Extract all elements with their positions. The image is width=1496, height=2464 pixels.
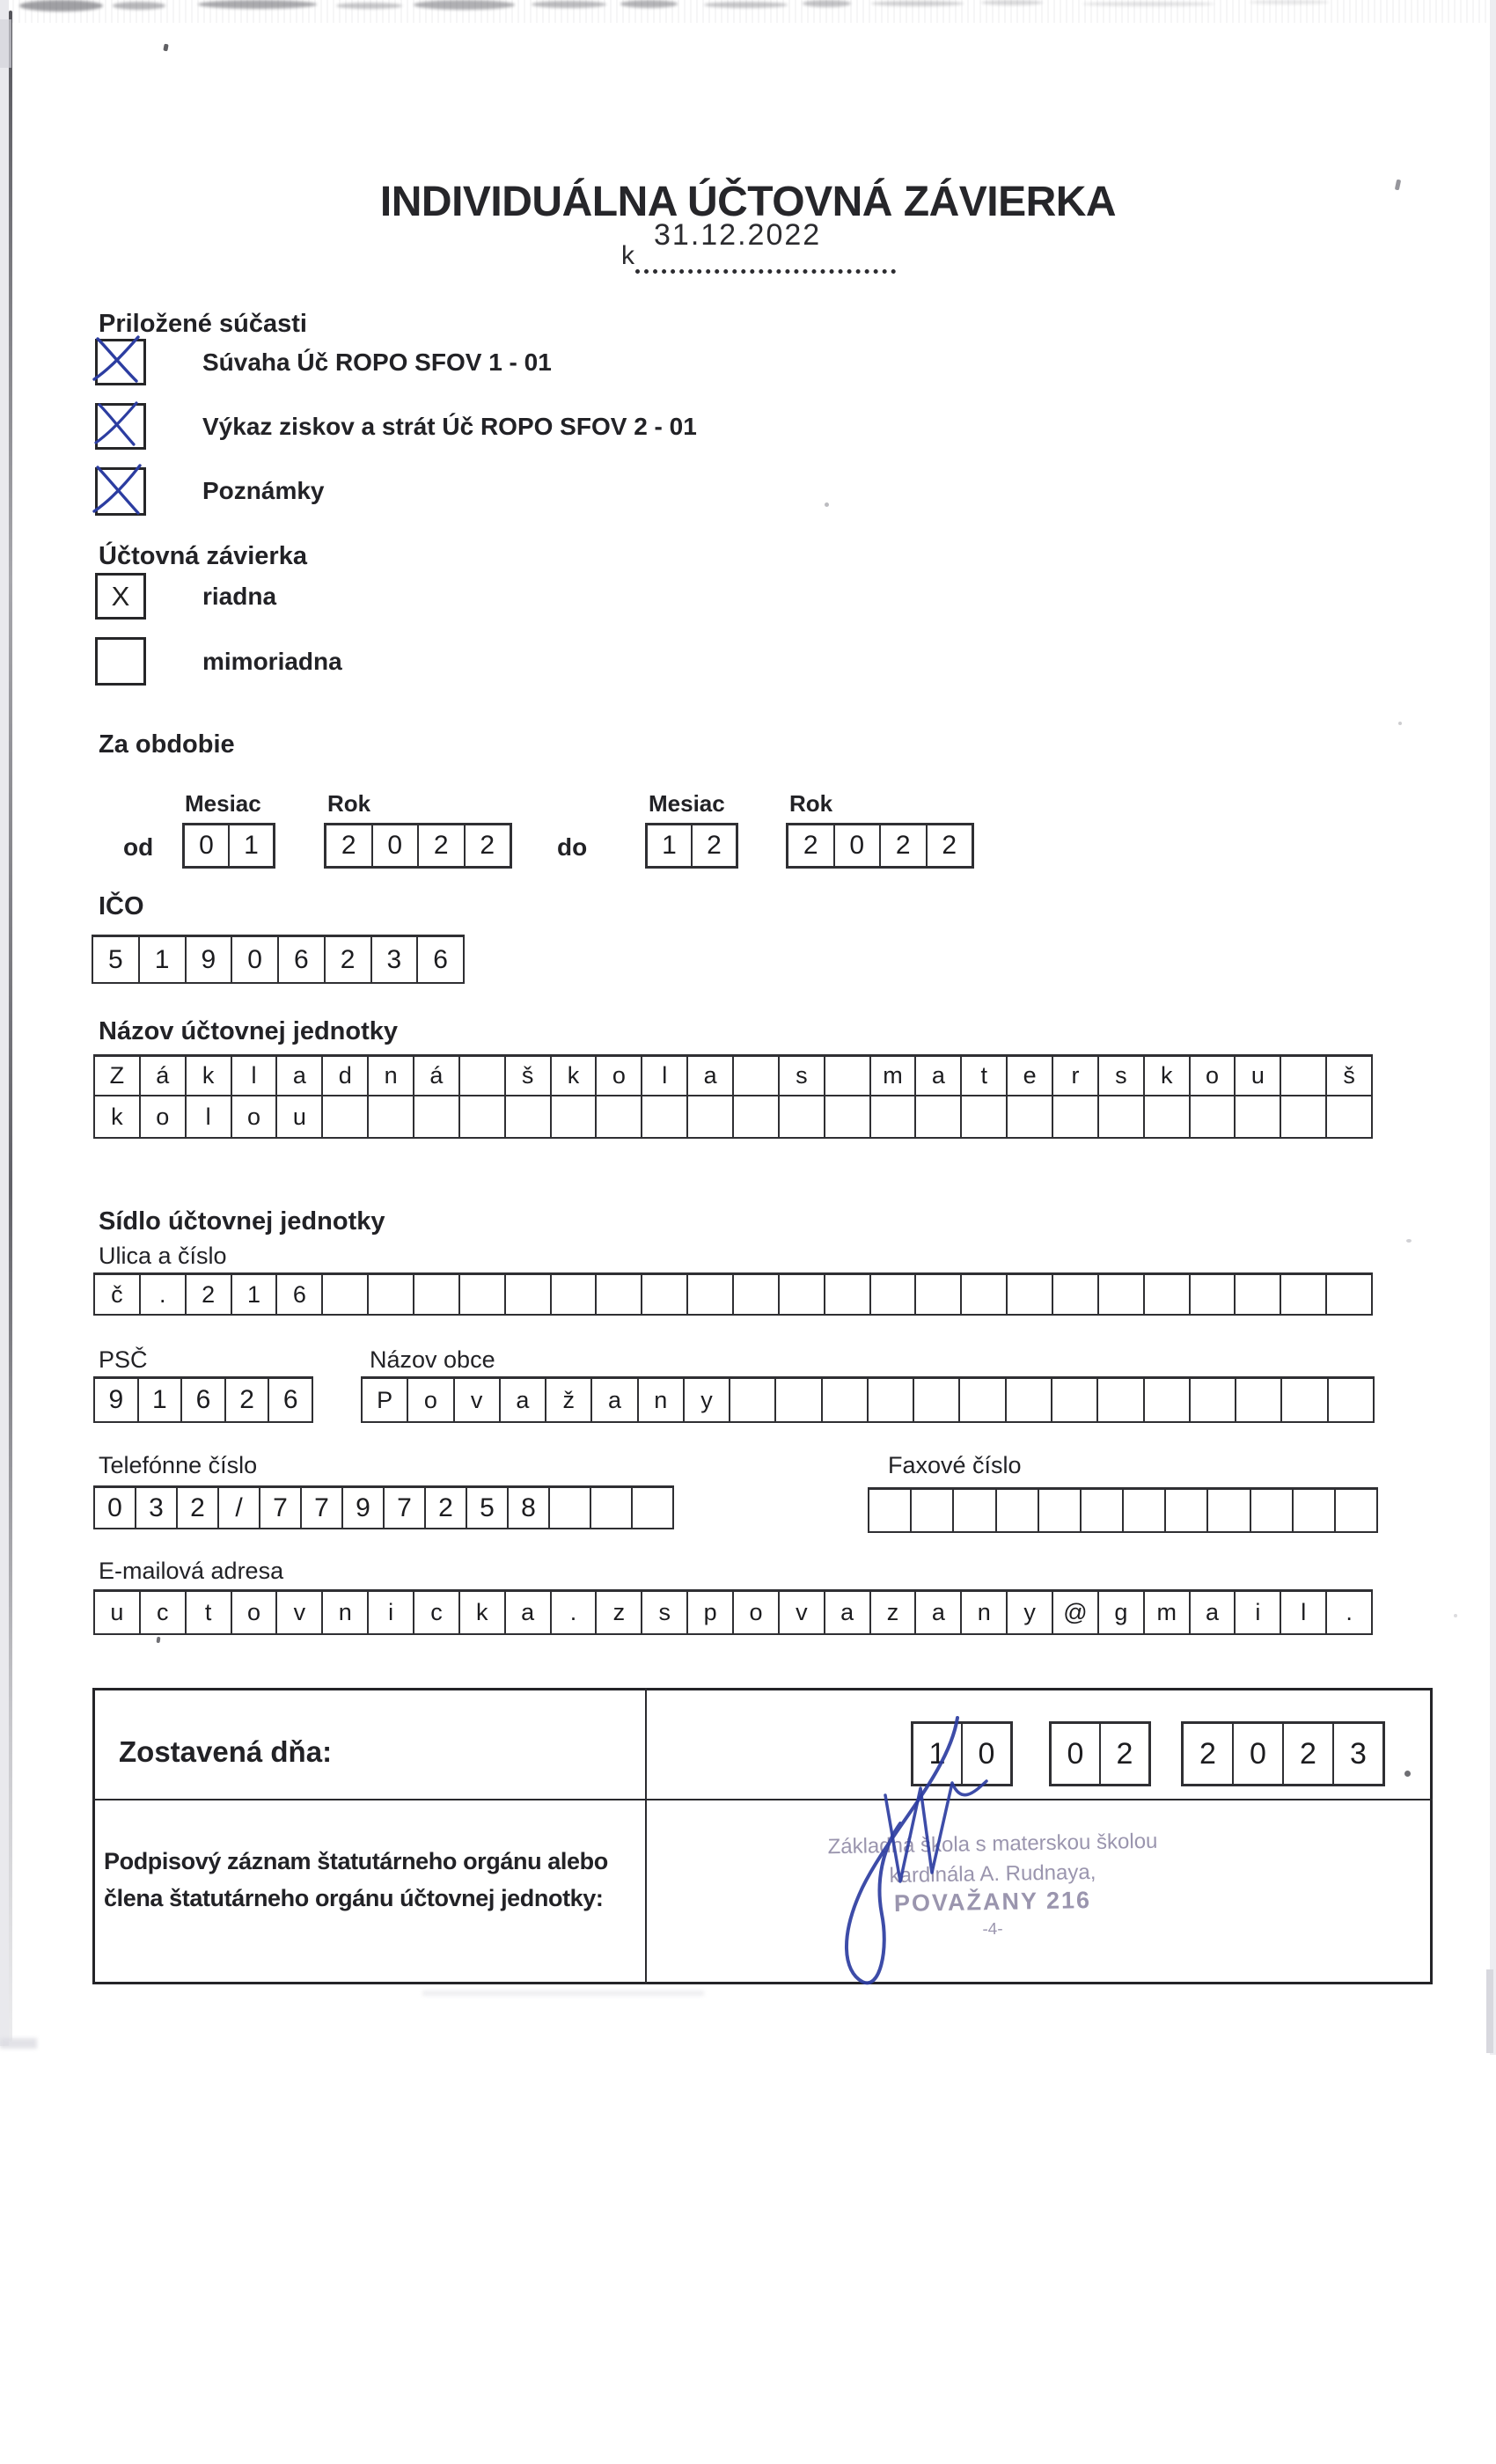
handwritten-x-mark: [88, 333, 146, 385]
scan-speck: [422, 1991, 704, 1996]
grid-cell: 2: [1199, 1736, 1216, 1771]
grid-cell: [729, 1379, 774, 1421]
grid-cell: [732, 1275, 778, 1314]
grid-cell: [1080, 1490, 1122, 1531]
grid-cell: [631, 1488, 672, 1528]
month-label-to: Mesiac: [649, 790, 725, 817]
grid-cell: 1: [662, 831, 677, 860]
grid-cell: [1097, 1096, 1143, 1137]
grid-cell: n: [367, 1057, 413, 1095]
grid-cell: 0: [833, 825, 880, 866]
month-label-from: Mesiac: [185, 790, 261, 817]
ico-grid: [92, 935, 465, 984]
scan-edge-line: [9, 11, 12, 2042]
grid-cell: [824, 1096, 869, 1137]
grid-cell: @: [1052, 1592, 1097, 1633]
grid-cell: [869, 1096, 915, 1137]
grid-cell: [641, 1096, 686, 1137]
grid-cell: [1334, 1490, 1376, 1531]
grid-cell: [686, 1275, 732, 1314]
checkbox-mimoriadna: [95, 637, 146, 686]
signature-caption-line2: člena štatutárneho orgánu účtovnej jednotky:: [104, 1885, 604, 1911]
grid-cell: 7: [259, 1488, 300, 1528]
grid-cell: [1292, 1490, 1334, 1531]
grid-cell: 2: [879, 825, 926, 866]
obec-label: Názov obce: [370, 1346, 495, 1373]
closing-label-riadna: riadna: [202, 583, 277, 610]
grid-cell: l: [231, 1057, 276, 1095]
year-label-from: Rok: [327, 790, 371, 817]
grid-cell: t: [960, 1057, 1006, 1095]
grid-cell: 9: [185, 937, 231, 982]
grid-cell: [910, 1490, 952, 1531]
attachment-label-suvaha: Súvaha Úč ROPO SFOV 1 - 01: [202, 348, 552, 376]
scan-smudge: [198, 0, 317, 9]
scan-edge-right-mark: [1486, 1969, 1493, 2053]
grid-cell: k: [111, 1103, 123, 1130]
grid-cell: [458, 1275, 504, 1314]
grid-cell: o: [407, 1379, 452, 1421]
grid-cell: [413, 1096, 458, 1137]
grid-cell: s: [641, 1592, 686, 1633]
grid-cell: [1051, 1379, 1096, 1421]
grid-cell: n: [637, 1379, 683, 1421]
grid-cell: [1280, 1057, 1325, 1095]
stamp-line-4: -4-: [982, 1919, 1003, 1940]
scan-smudge: [532, 1, 606, 8]
from-month-grid: [182, 823, 275, 869]
scan-smudge: [1082, 2, 1214, 6]
grid-cell: y: [1006, 1592, 1052, 1633]
grid-cell: á: [413, 1057, 458, 1095]
grid-cell: e: [1006, 1057, 1052, 1095]
email-grid: [93, 1589, 1373, 1635]
grid-cell: [869, 1490, 910, 1531]
grid-cell: 1: [228, 825, 273, 866]
grid-cell: [952, 1490, 994, 1531]
grid-cell: z: [869, 1592, 915, 1633]
grid-cell: [504, 1096, 550, 1137]
grid-cell: 1: [928, 1736, 946, 1771]
grid-cell: [1327, 1379, 1373, 1421]
fax-grid: [868, 1487, 1378, 1533]
grid-cell: [1235, 1379, 1280, 1421]
grid-cell: ž: [545, 1379, 590, 1421]
to-year-grid: [786, 823, 974, 869]
scan-smudge: [620, 0, 678, 8]
grid-cell: [869, 1275, 915, 1314]
grid-cell: [590, 1488, 631, 1528]
grid-cell: [1122, 1490, 1164, 1531]
grid-cell: [1164, 1490, 1206, 1531]
grid-cell: c: [139, 1592, 185, 1633]
grid-cell: n: [960, 1592, 1006, 1633]
grid-cell: .: [139, 1275, 185, 1314]
grid-cell: 0: [199, 831, 214, 860]
grid-cell: a: [914, 1592, 960, 1633]
grid-cell: č: [111, 1280, 123, 1308]
grid-cell: [1189, 1275, 1235, 1314]
grid-cell: [413, 1275, 458, 1314]
scan-speck: [1398, 722, 1402, 725]
grid-cell: [1189, 1096, 1235, 1137]
grid-cell: 2: [464, 825, 510, 866]
grid-cell: 7: [300, 1488, 341, 1528]
grid-cell: [1234, 1275, 1280, 1314]
grid-cell: 6: [268, 1379, 312, 1421]
grid-cell: [1052, 1275, 1097, 1314]
grid-cell: c: [413, 1592, 458, 1633]
grid-cell: a: [824, 1592, 869, 1633]
attachments-heading: Priložené súčasti: [99, 310, 307, 338]
scan-smudge: [414, 0, 515, 10]
grid-cell: k: [458, 1592, 504, 1633]
grid-cell: P: [377, 1386, 393, 1413]
grid-cell: š: [1325, 1057, 1371, 1095]
grid-cell: v: [275, 1592, 321, 1633]
grid-cell: 6: [277, 937, 324, 982]
grid-cell: [1250, 1490, 1292, 1531]
ico-heading: IČO: [99, 892, 144, 920]
grid-cell: á: [139, 1057, 185, 1095]
grid-cell: y: [683, 1379, 729, 1421]
grid-cell: [550, 1096, 596, 1137]
grid-cell: [732, 1057, 778, 1095]
scan-smudge: [704, 2, 788, 8]
grid-cell: a: [504, 1592, 550, 1633]
grid-cell: a: [1189, 1592, 1235, 1633]
phone-label: Telefónne číslo: [99, 1452, 258, 1478]
grid-cell: [913, 1379, 958, 1421]
entity-name-heading: Názov účtovnej jednotky: [99, 1017, 399, 1045]
scan-smudge: [113, 2, 165, 10]
grid-cell: o: [595, 1057, 641, 1095]
grid-cell: m: [869, 1057, 915, 1095]
grid-cell: 6: [180, 1379, 224, 1421]
grid-cell: 1: [137, 1379, 181, 1421]
grid-cell: [914, 1096, 960, 1137]
grid-cell: 2: [926, 825, 972, 866]
grid-cell: 0: [231, 937, 277, 982]
entity-name-grid-row1: [93, 1054, 1373, 1096]
grid-cell: i: [367, 1592, 413, 1633]
grid-cell: k: [550, 1057, 596, 1095]
scan-speck: [1406, 1239, 1412, 1243]
grid-cell: 2: [185, 1275, 231, 1314]
date-prefix-label: k: [621, 241, 634, 270]
grid-cell: s: [778, 1057, 824, 1095]
grid-cell: v: [778, 1592, 824, 1633]
psc-grid: [93, 1376, 313, 1423]
grid-cell: [778, 1275, 824, 1314]
grid-cell: o: [231, 1096, 276, 1137]
grid-cell: [1325, 1096, 1371, 1137]
closing-label-mimoriadna: mimoriadna: [202, 648, 342, 675]
grid-cell: [1234, 1096, 1280, 1137]
grid-cell: o: [1189, 1057, 1235, 1095]
grid-cell: [1006, 1275, 1052, 1314]
grid-cell: [824, 1057, 869, 1095]
scan-speck: [157, 1637, 161, 1643]
grid-cell: [1097, 1275, 1143, 1314]
grid-cell: [995, 1490, 1038, 1531]
stamp-line-2: kardinála A. Rudnaya,: [889, 1859, 1096, 1888]
grid-cell: [1280, 1275, 1325, 1314]
year-label-to: Rok: [789, 790, 833, 817]
report-date-value: 31.12.2022: [654, 218, 822, 252]
email-label: E-mailová adresa: [99, 1558, 284, 1584]
grid-cell: [458, 1096, 504, 1137]
grid-cell: [1206, 1490, 1249, 1531]
handwritten-x-mark: [87, 460, 149, 518]
grid-cell: [595, 1096, 641, 1137]
grid-cell: [1143, 1096, 1189, 1137]
grid-cell: m: [1143, 1592, 1189, 1633]
street-label: Ulica a číslo: [99, 1243, 227, 1269]
grid-cell: [367, 1275, 413, 1314]
grid-cell: 2: [424, 1488, 466, 1528]
signature-ink: [792, 1690, 1100, 1989]
grid-cell: a: [590, 1379, 636, 1421]
from-label: od: [123, 833, 154, 861]
closing-heading: Účtovná závierka: [99, 542, 307, 570]
scan-smudge: [981, 0, 1043, 5]
attachment-label-poznamky: Poznámky: [202, 477, 325, 504]
date-dotted-line: [635, 236, 896, 274]
grid-cell: [1038, 1490, 1080, 1531]
scan-edge-bottom: [0, 2038, 37, 2049]
grid-cell: z: [595, 1592, 641, 1633]
scan-smudge: [1250, 0, 1329, 4]
grid-cell: /: [217, 1488, 259, 1528]
grid-cell: 2: [1282, 1724, 1332, 1784]
grid-cell: 5: [466, 1488, 507, 1528]
grid-cell: k: [1143, 1057, 1189, 1095]
grid-cell: u: [275, 1096, 321, 1137]
grid-cell: a: [686, 1057, 732, 1095]
grid-cell: [1325, 1275, 1371, 1314]
grid-cell: v: [453, 1379, 499, 1421]
grid-cell: i: [1234, 1592, 1280, 1633]
grid-cell: [641, 1275, 686, 1314]
to-label: do: [557, 833, 588, 861]
grid-cell: [914, 1275, 960, 1314]
grid-cell: 2: [803, 831, 818, 860]
grid-cell: [595, 1275, 641, 1314]
grid-cell: [321, 1096, 367, 1137]
grid-cell: [321, 1275, 367, 1314]
grid-cell: [778, 1096, 824, 1137]
address-heading: Sídlo účtovnej jednotky: [99, 1207, 385, 1236]
from-year-grid: [324, 823, 512, 869]
grid-cell: [960, 1275, 1006, 1314]
grid-cell: p: [686, 1592, 732, 1633]
scan-edge-left: [0, 0, 9, 2046]
grid-cell: [1280, 1096, 1325, 1137]
grid-cell: d: [321, 1057, 367, 1095]
scan-smudge: [19, 0, 103, 11]
scan-edge-corner: [0, 19, 11, 68]
psc-label: PSČ: [99, 1346, 148, 1373]
grid-cell: l: [1280, 1592, 1325, 1633]
grid-cell: 1: [138, 937, 185, 982]
grid-cell: a: [914, 1057, 960, 1095]
grid-cell: 2: [224, 1379, 268, 1421]
to-month-grid: [645, 823, 738, 869]
grid-cell: 6: [275, 1275, 321, 1314]
grid-cell: [367, 1096, 413, 1137]
grid-cell: [867, 1379, 913, 1421]
grid-cell: a: [499, 1379, 545, 1421]
signature-caption-line1: Podpisový záznam štatutárneho orgánu alebo: [104, 1848, 608, 1874]
grid-cell: 2: [324, 937, 370, 982]
grid-cell: o: [139, 1096, 185, 1137]
grid-cell: 2: [1099, 1724, 1148, 1784]
scan-smudge: [803, 0, 851, 7]
grid-cell: 1: [231, 1275, 276, 1314]
grid-cell: 7: [383, 1488, 424, 1528]
grid-cell: 6: [416, 937, 463, 982]
grid-cell: .: [1325, 1592, 1371, 1633]
phone-grid: [93, 1485, 674, 1529]
assembled-year-grid: [1181, 1721, 1385, 1786]
grid-cell: s: [1097, 1057, 1143, 1095]
scan-speck: [163, 44, 168, 52]
grid-cell: 0: [1232, 1724, 1282, 1784]
grid-cell: o: [732, 1592, 778, 1633]
grid-cell: 5: [108, 944, 123, 974]
grid-cell: [960, 1096, 1006, 1137]
grid-cell: 9: [108, 1385, 124, 1414]
scan-edge-right: [1490, 0, 1496, 2055]
table-divider-horizontal: [92, 1799, 1433, 1800]
grid-cell: [1006, 1096, 1052, 1137]
grid-cell: [1189, 1379, 1235, 1421]
table-divider-vertical: [645, 1688, 647, 1984]
grid-cell: [732, 1096, 778, 1137]
grid-cell: [958, 1379, 1004, 1421]
grid-cell: 2: [341, 831, 356, 860]
grid-cell: u: [110, 1599, 124, 1625]
grid-cell: 0: [1067, 1736, 1084, 1771]
grid-cell: [548, 1488, 590, 1528]
page-title: INDIVIDUÁLNA ÚČTOVNÁ ZÁVIERKA: [379, 179, 1117, 225]
grid-cell: t: [185, 1592, 231, 1633]
grid-cell: r: [1052, 1057, 1097, 1095]
grid-cell: a: [275, 1057, 321, 1095]
assembled-date-label: Zostavená dňa:: [119, 1735, 333, 1768]
grid-cell: 0: [961, 1724, 1010, 1784]
riadna-x-mark: X: [111, 580, 130, 612]
street-grid: [93, 1272, 1373, 1316]
grid-cell: 0: [107, 1492, 122, 1522]
grid-cell: [774, 1379, 820, 1421]
grid-cell: [550, 1275, 596, 1314]
grid-cell: 2: [691, 825, 736, 866]
grid-cell: [686, 1096, 732, 1137]
grid-cell: u: [1234, 1057, 1280, 1095]
stamp-line-3: POVAŽANY 216: [893, 1887, 1092, 1917]
grid-cell: 8: [507, 1488, 548, 1528]
grid-cell: 3: [370, 937, 417, 982]
fax-label: Faxové číslo: [888, 1452, 1022, 1478]
scan-speck: [1454, 1614, 1457, 1617]
grid-cell: o: [231, 1592, 276, 1633]
grid-cell: [1052, 1096, 1097, 1137]
checkbox-riadna: [95, 573, 146, 620]
grid-cell: l: [185, 1096, 231, 1137]
grid-cell: Z: [109, 1062, 125, 1089]
handwritten-x-mark: [88, 397, 146, 450]
grid-cell: 2: [417, 825, 464, 866]
scan-speck: [825, 502, 829, 507]
stamp-line-1: Základná škola s materskou školou: [827, 1829, 1158, 1859]
grid-cell: k: [185, 1057, 231, 1095]
grid-cell: [1005, 1379, 1051, 1421]
grid-cell: 0: [371, 825, 418, 866]
grid-cell: [1280, 1379, 1326, 1421]
grid-cell: [824, 1275, 869, 1314]
grid-cell: [1143, 1379, 1189, 1421]
obec-grid: [361, 1376, 1375, 1423]
grid-cell: .: [550, 1592, 596, 1633]
grid-cell: [504, 1275, 550, 1314]
period-heading: Za obdobie: [99, 730, 235, 759]
grid-cell: š: [504, 1057, 550, 1095]
grid-cell: 3: [1332, 1724, 1382, 1784]
scan-smudge: [871, 1, 964, 6]
grid-cell: l: [641, 1057, 686, 1095]
grid-cell: g: [1097, 1592, 1143, 1633]
grid-cell: 9: [341, 1488, 383, 1528]
grid-cell: [821, 1379, 867, 1421]
grid-cell: 2: [176, 1488, 217, 1528]
grid-cell: [1096, 1379, 1142, 1421]
scan-smudge: [336, 3, 402, 9]
grid-cell: n: [321, 1592, 367, 1633]
attachment-label-vykaz: Výkaz ziskov a strát Úč ROPO SFOV 2 - 01: [202, 413, 697, 440]
entity-name-grid-row2: [93, 1096, 1373, 1139]
grid-cell: [1143, 1275, 1189, 1314]
grid-cell: 3: [135, 1488, 176, 1528]
grid-cell: [458, 1057, 504, 1095]
